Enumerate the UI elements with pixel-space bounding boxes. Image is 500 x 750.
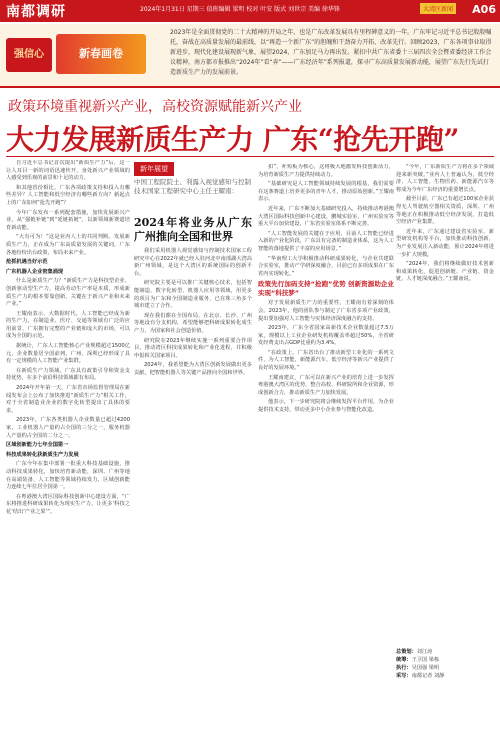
section-title: 南都调研	[6, 4, 66, 20]
section-heading: 抢抓机遇当好示范	[6, 259, 48, 266]
credit-row	[396, 656, 494, 664]
paragraph: 他表示，下一步研究院将会继续发挥平台作用，为企业提供技术支持，带动更多中小企业参与智能化改造。	[258, 399, 394, 414]
paragraph: “基础研究是人工智能领域持续发展的根基，我们需要在这条赛道上培养更多的青年人才，推动原始创新。”王耀南表示。	[258, 181, 394, 203]
credits-box	[396, 648, 494, 744]
paragraph: 对于发展新质生产力的重要性，王耀南有着深刻的体会。2023年，他的团队参与制定了广东省多项产业政策，提出要加强对人工智能与实体经济深度融合的支持。	[258, 300, 394, 322]
credit-label: 总策划：	[396, 649, 417, 655]
section-heading: 广东机器人企业密集涌现	[6, 268, 64, 275]
credit-row	[396, 664, 494, 672]
series-intro: 2023年是全面贯彻党的二十大精神的开局之年，也是广东改革发展具有里程碑意义的一年。广东牢记习近平总书记殷殷嘱托，奋战在高质量发展的最前线，以“再造一个新广东”的胆魄和干劲奋力开拓、改革先行。回顾2023，广东各项事业取得新进步，现代化建设展现新气象，展望2024，广东加足马力再出发。紧扣中共广东省委十三届四次全会暨省委经济工作会议精神，南方都市报推出“2024年”看“奔”——广东经济年”系列报道，探寻广东高质量发展新动能，展望广东先行先试打造新质生产力的发展前景。	[170, 29, 492, 76]
credit-label: 采写：	[396, 673, 412, 679]
issue-meta: 2024年1月31日 星期三 值班编辑 梁明 校对 叶安 版式 刘世宗 美编 徐华锋	[140, 6, 340, 13]
paragraph: 自习近平总书记首次提出“新质生产力”后，这一让人耳目一新的词语迅速传开，身处新兴产业领域的人感受到乐观的前景和十足的动力。	[6, 160, 130, 182]
section-title: 政策先行加码支持“抢跑”优势 创新资源助企业实现“科技梦”	[258, 280, 394, 298]
paragraph: “在政策上，广东省出台了推动新型工业化的一系列文件，为人工智能、新能源汽车、低空经济等新兴产业提供了良好的发展环境。”	[258, 349, 394, 372]
section-tag: 大湾区新闻	[420, 3, 456, 14]
article-headline: 大力发展新质生产力 广东“抢先开跑”	[6, 123, 459, 156]
paragraph: 2024年，我希望能为大湾区创新发展做出更多贡献，把智能机器人等关键产品推向全国和世界。	[134, 362, 252, 376]
paragraph: 2024年开年第一天，广东省市场监督管理局在新闻发布会上公布了加快推进“新质生产力”相关工作，对于全省制造业企业的数字化转型提出了具体的要求。	[6, 385, 130, 414]
paragraph: 2023年，广东全省国家高新技术企业数量超过7.5万家，规模以上工业企业研发机构覆盖率超过50%，全省研发经费支出占GDP比重约为3.4%。	[258, 325, 394, 347]
paragraph: 我们采用机器人视觉感知与控制技术国家工程研究中心在2022年就已经入驻河北中南部湖大湾高新广州领域，是这个大湾区的系统国际的创新平台。	[134, 248, 252, 277]
interview-lead: 中国工程院院士、利露入视觉感知与控制技术国家工程研究中心主任王耀南：	[134, 178, 251, 195]
interview-tag: 新年展望	[134, 162, 174, 176]
paragraph: “2024年，我们将继续做好技术创新和成果转化，促进创新链、产业链、资金链、人才链深度融合。”王耀南说。	[396, 261, 494, 283]
interview-box	[134, 162, 254, 214]
credit-value: 吴国强 梁明	[411, 665, 440, 671]
credit-row	[396, 648, 494, 656]
article-subheadline: 政策环境重视新兴产业，高校资源赋能新兴产业	[8, 99, 302, 115]
credit-row	[396, 672, 494, 680]
interview-card	[134, 216, 252, 244]
paragraph: 扣”，补短板为核心，这将极大地激发科技创新活力，为培育新质生产力提供持续动力。	[258, 164, 394, 178]
paragraph: 和其他省份相比，广东各项政策支持和投入有哪些差异？人工智能和低空经济有哪些新方向？新起点上的广东如何“抢先开跑”？	[6, 184, 130, 206]
column-left	[6, 160, 130, 740]
interview-body	[134, 248, 252, 378]
paragraph: 据统计，广东人工智能核心产业规模超过1500亿元，企业数量居全国前列，广州、深圳已经形成了具有一定规模的人工智能产业集群。	[6, 343, 130, 365]
paragraph: 广东今年在集中部署一批重大科技基础设施，推动科技成果转化，加快培育新动能，深圳、广州等地在高端装备、人工智能等领域持续发力，区域创新能力连续七年位居全国第一。	[6, 461, 130, 491]
paragraph: “人工智能发展的关键在于应用，目前人工智能已经进入新的产业化阶段，广东具有完备的制造业体系，这为人工智能的落地提供了丰富的应用场景。”	[258, 230, 394, 252]
column-interview	[134, 216, 252, 738]
credit-value: 刘江涛	[416, 649, 433, 655]
paragraph: 今年广东发布一系列配套措施，加快发展新兴产业，从“强链补链”到“延链拓链”，以新领域新赛道培育新动能。	[6, 209, 130, 231]
headline-rule	[6, 156, 494, 157]
paragraph: 王耀南表示，大数据时代，人工智能已经成为新的生产力，在制造业、医疗、交通等领域有广泛的应用前景，广东拥有完整的产业链和庞大的市场，可以成为全国的示范。	[6, 310, 130, 340]
credit-value: 南都记者 刘静	[411, 673, 445, 679]
column-center	[258, 164, 394, 738]
paragraph: 王耀南建议，广东可以在新兴产业的培育上进一步发挥粤港澳大湾区的优势，整合高校、科研院所和企业资源，形成创新合力，推动新质生产力加快发展。	[258, 374, 394, 396]
section-heading: 科技成果转化获新质生产力发展	[6, 451, 79, 458]
paragraph: 近年来，广东通过建设省实验室、新型研发机构等平台，加快推动科技创新，为产业发展注入新动能，预计2024年将进一步扩大规模。	[396, 228, 494, 258]
paragraph: “今年，广东新质生产力将在多个领域迎来新突破。”业内人士普遍认为，低空经济、人工智能、生物医药、新能源汽车等将成为今年广东经济的重要增长点。	[396, 164, 494, 193]
section-heading: 区域创新能力七年全国第一	[6, 442, 69, 449]
paragraph: 2023年，广东各类机器人企业数量已超过4200家，工业机器人产量约占全国的三分之一，服务机器人产量约占全国的二分之一。	[6, 417, 130, 439]
paragraph: “华南理工大学积极推动科研成果转化，与企业共建联合实验室，推动产学研深度融合，目前已有多项成果在广东省内实现转化。”	[258, 255, 394, 277]
paragraph: 在粤港澳大湾区国际科技创新中心建设方面，“广东将推进科研成果转化为现实生产力，让更多‘科技之花’结出‘产业之果’”。	[6, 493, 130, 515]
masthead	[0, 0, 500, 22]
series-logo: 强信心	[6, 38, 52, 72]
paragraph: “大有可为！”这是业内人士的共同判断。发展新质生产力，正在成为广东高质量发展的关键词，广东各地纷纷出台政策，布局未来产业。	[6, 234, 130, 256]
series-logo-secondary: 新春画卷	[56, 34, 146, 74]
paragraph: 研究院在2023年继续实施一系列重要合作项目，推动湾区科技成果转化和产业化进程，并积极申报相关国家项目。	[134, 337, 252, 359]
credit-value: 王卫国 梁栋	[411, 657, 440, 663]
credit-label: 执行：	[396, 665, 412, 671]
credit-label: 统筹：	[396, 657, 412, 663]
paragraph: 什么是新质生产力？“新质生产力是科技型企业、创新驱动型生产力，提高劳动生产率是本质，形成新质生产力的根本要靠创新，关键在于新兴产业和未来产业。”	[6, 278, 130, 308]
paragraph: 研究院主要是可以推广关键核心技术，包括智能制造、数字化转型、机器人应用等领域，用更多的项目为广东和全国制造业服务，已在珠三角多个城市建立了合作。	[134, 280, 252, 310]
page-number: A06	[472, 3, 496, 16]
paragraph: 在新质生产力领域，广东具有政策引导和资金支持优势，在多个前沿科技领域都有布局。	[6, 367, 130, 382]
paragraph: 截至目前，广东已有超过100家企业获得无人驾驶航空器相关资质，深圳、广州等地正在积极推动低空经济发展，打造低空经济产业集群。	[396, 196, 494, 226]
paragraph: 现在我们都在全国布局，在北京、长沙、广州等地设有分支机构，希望能够把科研成果转化成生产力，为国家和社会创造价值。	[134, 312, 252, 334]
series-banner	[0, 24, 500, 88]
interview-title: 2024年将业务从广东广州推向全国和世界	[134, 216, 252, 243]
paragraph: 近年来，广东不断加大基础研究投入，持续推动粤港澳大湾区国际科技创新中心建设，鹏城实验室、广州实验室等重大平台加快建设，广东省实验室体系不断完善。	[258, 205, 394, 228]
